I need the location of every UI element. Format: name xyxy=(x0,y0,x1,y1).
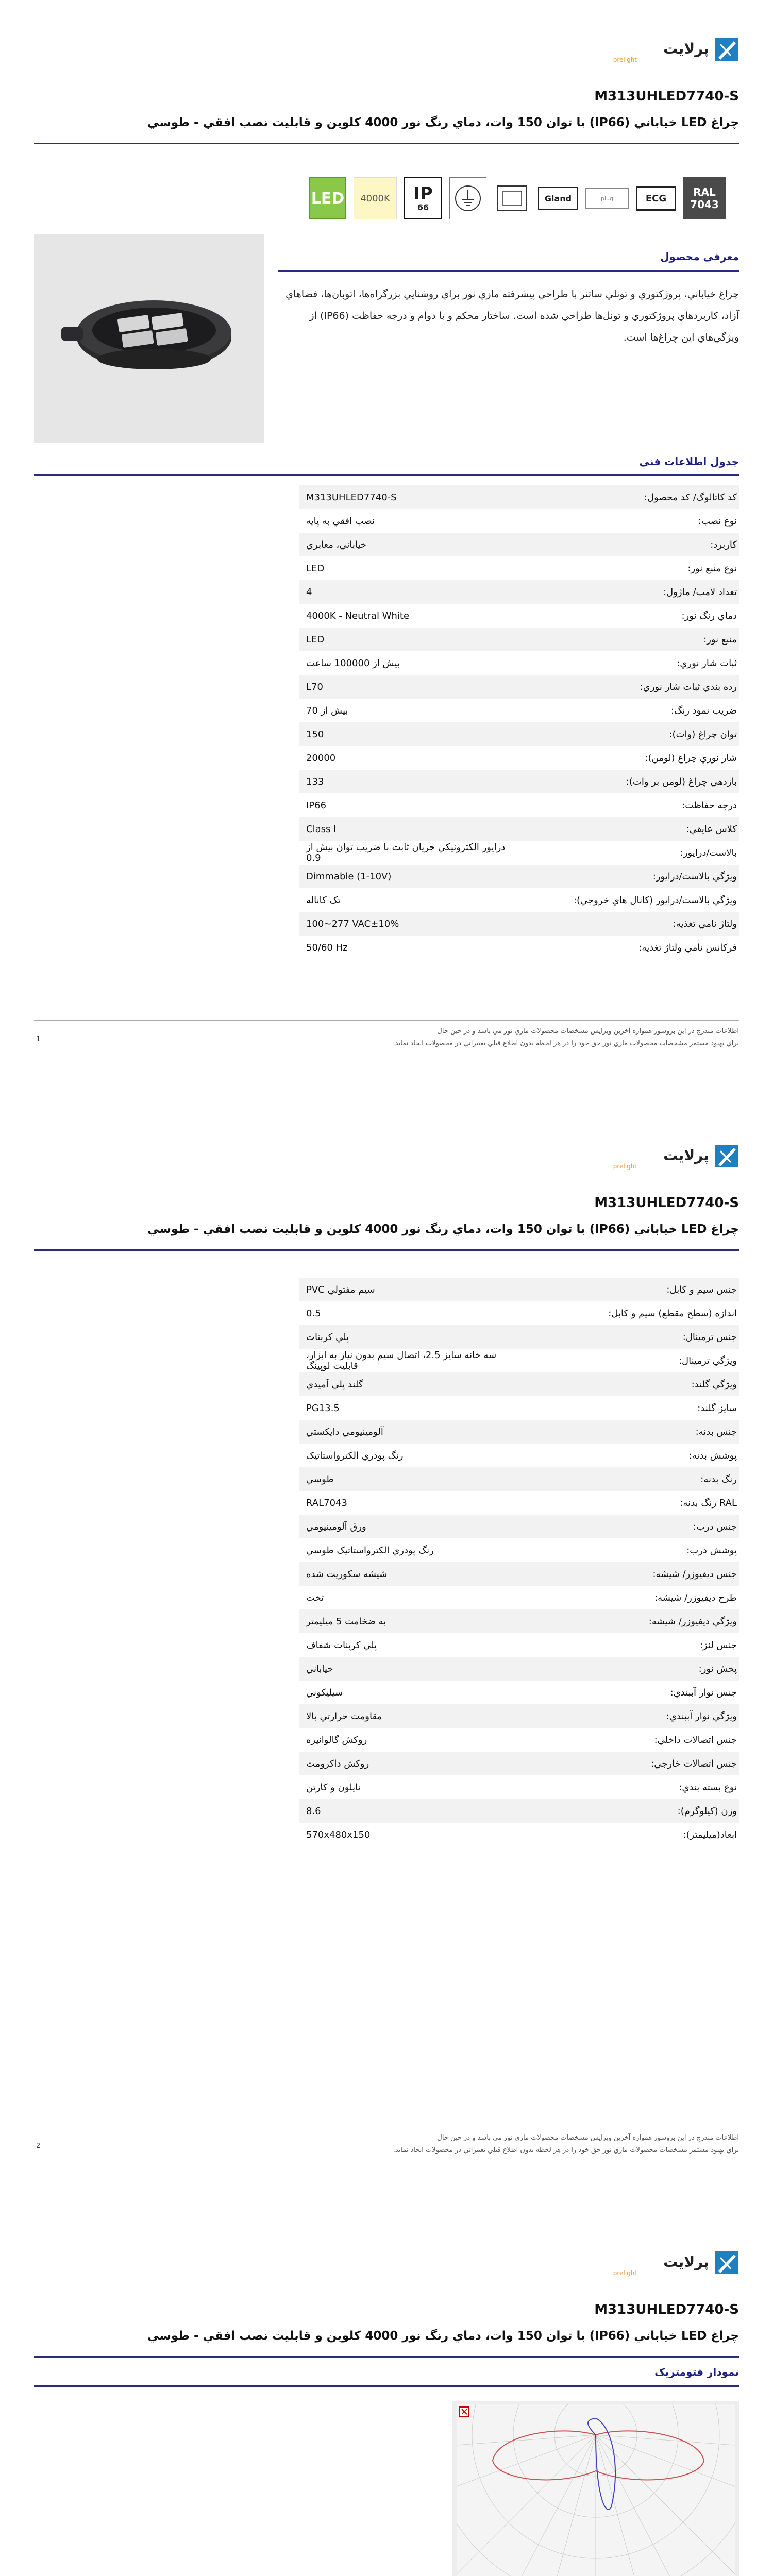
spec-row xyxy=(299,1396,739,1420)
spec-row xyxy=(299,936,739,959)
footer-line-2: براي بهبود مستمر مشخصات محصولات مازي نور حق خود را در هر لحظه بدون اطلاع قبلي تغييراتي در محصولات ايجاد نمايد. xyxy=(393,2146,739,2154)
spec-row xyxy=(299,1444,739,1467)
spec-value xyxy=(299,634,523,645)
specs-divider xyxy=(34,474,739,476)
spec-value-text: شيشه سکوريت شده xyxy=(306,1568,388,1580)
spec-value-text: تک کاناله xyxy=(306,894,341,906)
spec-value xyxy=(299,705,523,716)
spec-value-text: 50/60 Hz xyxy=(306,942,348,953)
page-number: 1 xyxy=(36,1036,41,1043)
page-number: 2 xyxy=(36,2142,41,2150)
spec-row xyxy=(299,1515,739,1538)
spec-value xyxy=(299,1350,523,1371)
spec-label: شار نوري چراغ (لومن): xyxy=(645,752,737,764)
spec-value-text: 0.5 xyxy=(306,1308,321,1319)
photometric-title: نمودار فتومتریک xyxy=(654,2366,739,2378)
spec-value-text: 100~277 VAC±10% xyxy=(306,918,399,929)
footer-note xyxy=(34,2132,739,2157)
spec-value-text: M313UHLED7740-S xyxy=(306,492,397,503)
page-1 xyxy=(0,0,773,1107)
spec-value xyxy=(299,1569,523,1580)
spec-value-text: مقاومت حرارتي بالا xyxy=(306,1710,382,1722)
spec-value-text: آلومينيومي دايکستي xyxy=(306,1426,383,1437)
ip-rating-badge: IP 66 xyxy=(404,177,442,219)
spec-value-text: PG13.5 xyxy=(306,1402,340,1414)
product-title: چراغ LED خياباني (IP66) با توان 150 وات، دماي رنگ نور 4000 کلوین و قابليت نصب افقي - طوسي xyxy=(147,1223,739,1236)
spec-value-text: Class I xyxy=(306,823,337,835)
svg-text:پرلایت: پرلایت xyxy=(663,40,709,57)
spec-row xyxy=(299,722,739,746)
model-code: M313UHLED7740-S xyxy=(594,1195,739,1211)
spec-row xyxy=(299,1491,739,1515)
spec-value-text: به ضخامت 5 ميليمتر xyxy=(306,1616,386,1627)
spec-row xyxy=(299,817,739,841)
plug-badge: plug xyxy=(585,188,629,209)
spec-value-text: 150 xyxy=(306,728,324,740)
spec-value-text: IP66 xyxy=(306,800,327,811)
brand-logo-icon xyxy=(601,35,739,70)
model-code: M313UHLED7740-S xyxy=(594,2302,739,2317)
spec-label: جنس لنز: xyxy=(699,1639,737,1651)
spec-row xyxy=(299,1681,739,1704)
spec-label: ويژگي نوار آببندي: xyxy=(666,1710,737,1722)
spec-row xyxy=(299,888,739,912)
spec-value xyxy=(299,1521,523,1532)
spec-label: جنس اتصالات خارجي: xyxy=(651,1758,737,1769)
spec-label: پوشش بدنه: xyxy=(688,1450,737,1461)
spec-value xyxy=(299,1758,523,1769)
spec-value xyxy=(299,1711,523,1722)
spec-row xyxy=(299,1657,739,1681)
feature-badges xyxy=(309,177,726,219)
spec-value-text: سه خانه سايز 2.5، اتصال سيم بدون نياز به ابزار، قابليت لوپينگ xyxy=(306,1350,497,1371)
spec-row xyxy=(299,865,739,888)
cct-badge: 4000K xyxy=(354,177,397,219)
spec-value xyxy=(299,1427,523,1437)
spec-label: ثبات شار نوري: xyxy=(677,657,737,669)
specs-table-1 xyxy=(299,485,739,959)
footer-line-2: براي بهبود مستمر مشخصات محصولات مازي نور حق خود را در هر لحظه بدون اطلاع قبلي تغييراتي در محصولات ايجاد نمايد. xyxy=(393,1040,739,1047)
spec-label: جنس اتصالات داخلي: xyxy=(654,1734,737,1745)
spec-value-text: درايور الکترونيکي جريان ثابت با ضريب توان بيش از 0.9 xyxy=(306,842,506,863)
polar-diagram xyxy=(457,2404,735,2576)
photometric-diagram xyxy=(452,2401,739,2576)
spec-row xyxy=(299,651,739,675)
street-light-image xyxy=(56,277,242,400)
spec-label: ويژگي ديفيوزر/ شيشه: xyxy=(648,1616,737,1627)
spec-row xyxy=(299,1609,739,1633)
spec-value-text: روکش گالوانيزه xyxy=(306,1734,367,1745)
spec-label: جنس ترمينال: xyxy=(682,1331,737,1343)
product-photo xyxy=(34,234,264,443)
gland-badge: Gland xyxy=(538,187,578,210)
spec-value xyxy=(299,539,523,550)
spec-value-text: طوسي xyxy=(306,1473,334,1485)
spec-label: اندازه (سطح مقطع) سيم و کابل: xyxy=(608,1308,737,1319)
spec-label: تعداد لامپ/ ماژول: xyxy=(663,586,737,598)
spec-value-text: L70 xyxy=(306,681,323,692)
spec-value-text: پلي کربنات xyxy=(306,1331,349,1343)
spec-value-text: سيليکوني xyxy=(306,1687,343,1698)
spec-value xyxy=(299,1474,523,1485)
spec-label: پوشش درب: xyxy=(686,1545,737,1556)
spec-value xyxy=(299,1782,523,1793)
spec-value-text: تخت xyxy=(306,1592,324,1603)
spec-label: RAL رنگ بدنه: xyxy=(680,1497,737,1509)
spec-value xyxy=(299,1592,523,1603)
spec-label: رنگ بدنه: xyxy=(700,1473,737,1485)
svg-text:پرلایت: پرلایت xyxy=(663,1147,709,1164)
surface-mount-icon xyxy=(494,177,531,219)
spec-value xyxy=(299,824,523,835)
spec-label: کد کاتالوگ/ کد محصول: xyxy=(644,492,737,503)
spec-value xyxy=(299,942,523,953)
spec-value-text: 20000 xyxy=(306,752,336,764)
footer-line-1: اطلاعات مندرج در اين بروشور همواره آخرين ويرايش مشخصات محصولات مازي نور مي باشد و در حين حال xyxy=(437,2134,739,2142)
spec-value xyxy=(299,1616,523,1627)
ecg-badge: ECG xyxy=(636,186,676,211)
spec-value xyxy=(299,776,523,787)
spec-value-text: خياباني xyxy=(306,1663,333,1674)
spec-value-text: 4 xyxy=(306,586,312,598)
spec-label: دماي رنگ نور: xyxy=(681,610,737,621)
spec-row xyxy=(299,485,739,509)
spec-value-text: RAL7043 xyxy=(306,1497,347,1509)
spec-row xyxy=(299,556,739,580)
footer-note xyxy=(34,1025,739,1050)
spec-row xyxy=(299,1752,739,1775)
brand-logo xyxy=(601,1142,739,1177)
spec-value xyxy=(299,895,523,906)
spec-row xyxy=(299,1775,739,1799)
spec-value xyxy=(299,1284,523,1295)
spec-value-text: 570x480x150 xyxy=(306,1829,371,1840)
spec-value xyxy=(299,1664,523,1674)
spec-row xyxy=(299,1586,739,1609)
spec-value-text: رنگ پودري الکترواستاتيک طوسي xyxy=(306,1545,434,1556)
spec-label: ويژگي بالاست/درايور (کانال هاي خروجي): xyxy=(573,894,737,906)
intro-divider xyxy=(278,270,739,272)
spec-value xyxy=(299,753,523,764)
spec-label: جنس بدنه: xyxy=(695,1426,737,1437)
footer-line-1: اطلاعات مندرج در اين بروشور همواره آخرين ويرايش مشخصات محصولات مازي نور مي باشد و در حين حال xyxy=(437,1027,739,1035)
spec-value xyxy=(299,658,523,669)
spec-label: ابعاد(ميليمتر): xyxy=(683,1829,737,1840)
spec-row xyxy=(299,1349,739,1372)
spec-label: سايز گلند: xyxy=(697,1402,737,1414)
spec-value xyxy=(299,1450,523,1461)
spec-value xyxy=(299,1806,523,1817)
spec-label: نوع منبع نور: xyxy=(687,563,737,574)
spec-label: پخش نور: xyxy=(698,1663,737,1674)
specs-title: جدول اطلاعات فنی xyxy=(639,455,739,468)
spec-value-text: Dimmable (1-10V) xyxy=(306,871,392,882)
spec-value-text: نايلون و کارتن xyxy=(306,1782,361,1793)
spec-row xyxy=(299,1301,739,1325)
footer-divider xyxy=(34,1020,739,1021)
spec-value xyxy=(299,492,523,503)
spec-label: بازدهي چراغ (لومن بر وات): xyxy=(626,776,737,787)
spec-value-text: بيش از 70 xyxy=(306,705,348,716)
spec-row xyxy=(299,1633,739,1657)
spec-value-text: روکش داکرومت xyxy=(306,1758,369,1769)
spec-label: جنس نوار آببندي: xyxy=(670,1687,737,1698)
spec-value-text: LED xyxy=(306,634,325,645)
spec-label: وزن (کيلوگرم): xyxy=(677,1805,737,1817)
spec-value xyxy=(299,1498,523,1509)
spec-value xyxy=(299,919,523,929)
spec-label: نوع بسته بندي: xyxy=(679,1782,737,1793)
spec-label: درجه حفاظت: xyxy=(682,800,737,811)
spec-row xyxy=(299,746,739,770)
svg-text:پرلایت: پرلایت xyxy=(663,2253,709,2270)
spec-value-text: ورق آلومينيومي xyxy=(306,1521,366,1532)
spec-row xyxy=(299,1823,739,1846)
spec-row xyxy=(299,509,739,533)
spec-value-text: 8.6 xyxy=(306,1805,321,1817)
svg-text:prelight: prelight xyxy=(613,2269,637,2277)
led-badge: LED xyxy=(309,177,346,219)
spec-row xyxy=(299,533,739,556)
spec-value xyxy=(299,1735,523,1745)
product-title: چراغ LED خياباني (IP66) با توان 150 وات، دماي رنگ نور 4000 کلوین و قابليت نصب افقي - طوسي xyxy=(147,116,739,129)
spec-label: ويژگي بالاست/درايور: xyxy=(652,871,737,882)
spec-label: نوع نصب: xyxy=(698,515,737,527)
brand-logo xyxy=(601,2248,739,2283)
spec-value xyxy=(299,1379,523,1390)
spec-value xyxy=(299,516,523,527)
spec-label: ويژگي گلند: xyxy=(691,1379,737,1390)
spec-value-text: پلي کربنات شفاف xyxy=(306,1639,377,1651)
spec-value-text: 133 xyxy=(306,776,324,787)
spec-label: بالاست/درايور: xyxy=(680,847,737,858)
spec-value-text: 4000K - Neutral White xyxy=(306,610,410,621)
spec-label: منبع نور: xyxy=(703,634,737,645)
intro-text: چراغ خياباني، پروژکتوري و تونلي ساتنر با طراحي پيشرفته مازي نور براي روشنايي بزرگراه‌ها، اتوبان‌ها، فضاهاي آزاد، کاربردهاي پروژکتوري و تونل‌ها طراحي شده است. ساختار محکم و با دوام و درجه حفاظت (IP66) از ويژگي‌هاي اين چراغ‌ها است. xyxy=(285,289,739,343)
spec-label: ويژگي ترمينال: xyxy=(678,1355,737,1366)
spec-row xyxy=(299,793,739,817)
spec-row xyxy=(299,1562,739,1586)
page-2 xyxy=(0,1107,773,2213)
svg-text:prelight: prelight xyxy=(613,56,637,63)
spec-row xyxy=(299,912,739,936)
spec-value-text: گلند پلي آميدي xyxy=(306,1379,363,1390)
specs-table-2 xyxy=(299,1278,739,1846)
intro-title: معرفی محصول xyxy=(660,250,739,263)
spec-row xyxy=(299,1325,739,1349)
title-divider xyxy=(34,143,739,144)
spec-row xyxy=(299,628,739,651)
spec-value-text: بيش از 100000 ساعت xyxy=(306,657,400,669)
spec-row xyxy=(299,1704,739,1728)
svg-text:prelight: prelight xyxy=(613,1163,637,1170)
title-divider xyxy=(34,2356,739,2358)
product-title: چراغ LED خياباني (IP66) با توان 150 وات، دماي رنگ نور 4000 کلوین و قابليت نصب افقي - طوسي xyxy=(147,2329,739,2343)
spec-value xyxy=(299,871,523,882)
spec-value-text: خياباني، معابري xyxy=(306,539,366,550)
spec-label: ضريب نمود رنگ: xyxy=(671,705,737,716)
spec-value xyxy=(299,1308,523,1319)
title-divider xyxy=(34,1249,739,1251)
spec-row xyxy=(299,1467,739,1491)
spec-value xyxy=(299,1545,523,1556)
spec-value xyxy=(299,1640,523,1651)
page-3 xyxy=(0,2213,773,2576)
spec-label: جنس درب: xyxy=(693,1521,737,1532)
spec-value xyxy=(299,587,523,598)
spec-row xyxy=(299,675,739,699)
spec-value xyxy=(299,729,523,740)
spec-row xyxy=(299,1372,739,1396)
spec-value-text: رنگ پودري الکترواستاتيک xyxy=(306,1450,404,1461)
spec-label: ولتاژ نامي تغذيه: xyxy=(673,918,737,929)
earth-class-icon xyxy=(449,177,486,219)
model-code: M313UHLED7740-S xyxy=(594,89,739,104)
ral-badge: RAL 7043 xyxy=(683,177,726,219)
spec-value xyxy=(299,800,523,811)
spec-label: کاربرد: xyxy=(710,539,737,550)
spec-value xyxy=(299,842,523,863)
spec-row xyxy=(299,580,739,604)
brand-logo-icon xyxy=(601,1142,739,1177)
spec-value-text: سيم مفتولي PVC xyxy=(306,1284,375,1295)
spec-label: رده بندي ثبات شار نوري: xyxy=(640,681,737,692)
spec-row xyxy=(299,604,739,628)
spec-row xyxy=(299,1799,739,1823)
spec-value xyxy=(299,1332,523,1343)
spec-value xyxy=(299,1687,523,1698)
spec-value-text: نصب افقي به پايه xyxy=(306,515,375,527)
spec-label: جنس ديفيوزر/ شيشه: xyxy=(652,1568,737,1580)
spec-label: جنس سيم و کابل: xyxy=(666,1284,737,1295)
spec-value xyxy=(299,1403,523,1414)
spec-row xyxy=(299,1420,739,1444)
spec-row xyxy=(299,1728,739,1752)
spec-label: طرح ديفيوزر/ شيشه: xyxy=(654,1592,737,1603)
spec-label: فرکانس نامي ولتاژ تغذيه: xyxy=(638,942,737,953)
photometric-divider xyxy=(34,2385,739,2387)
spec-row xyxy=(299,699,739,722)
spec-row xyxy=(299,1278,739,1301)
spec-value xyxy=(299,563,523,574)
spec-value-text: LED xyxy=(306,563,325,574)
brand-logo xyxy=(601,35,739,70)
spec-value xyxy=(299,611,523,621)
spec-value xyxy=(299,682,523,692)
spec-row xyxy=(299,770,739,793)
spec-label: کلاس عايقي: xyxy=(686,823,737,835)
spec-value xyxy=(299,1829,523,1840)
spec-row xyxy=(299,1538,739,1562)
spec-label: توان چراغ (وات): xyxy=(669,728,737,740)
brand-logo-icon xyxy=(601,2248,739,2283)
spec-row xyxy=(299,841,739,865)
